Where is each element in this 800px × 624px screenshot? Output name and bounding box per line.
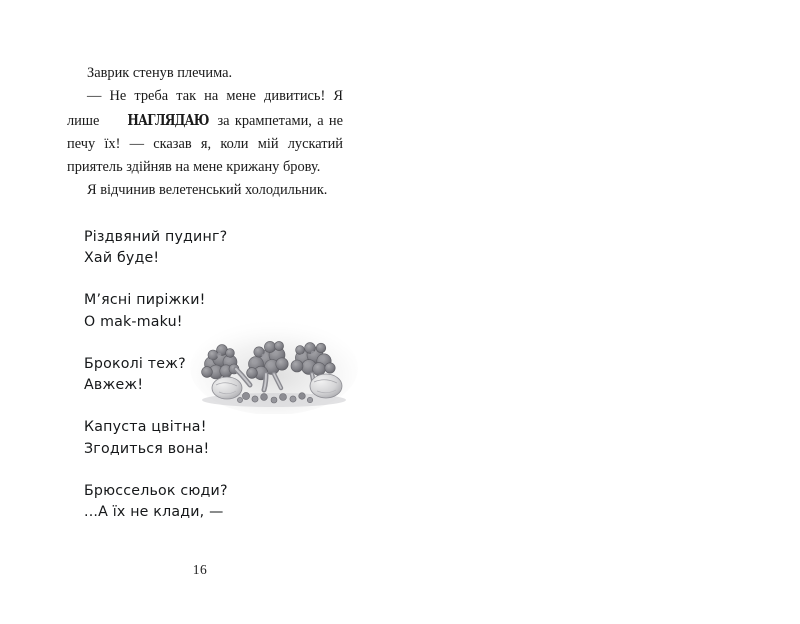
verse-block bbox=[84, 227, 343, 524]
verse-stanza bbox=[84, 481, 343, 524]
page-number-left: 16 bbox=[192, 562, 208, 577]
verse-line: Броколі теж? bbox=[84, 355, 186, 372]
verse-stanza bbox=[84, 354, 343, 397]
left-prose bbox=[67, 62, 343, 203]
right-page bbox=[400, 0, 800, 624]
paragraph: Заврик стенув плечима. bbox=[87, 65, 233, 81]
left-text-block bbox=[67, 62, 343, 524]
verse-line: Хай буде! bbox=[84, 250, 160, 267]
verse-line: Різдвяний пудинг? bbox=[84, 228, 228, 245]
verse-stanza bbox=[84, 227, 343, 270]
paragraph-part-after: за крампетами, а не печу їх! — сказав я, коли мій лускатий приятель здійняв на мене крижану брову. bbox=[67, 112, 344, 176]
verse-line: Брюссельок сюди? bbox=[84, 482, 228, 499]
verse-line: ...А їх не клади, — bbox=[84, 504, 224, 521]
verse-line: Капуста цвітна! bbox=[84, 419, 207, 436]
verse-line: Згодиться вона! bbox=[84, 440, 210, 457]
verse-line: Авжеж! bbox=[84, 377, 144, 394]
emphasised-word: НАГЛЯДАЮ bbox=[127, 111, 209, 129]
paragraph-part-before: — Не треба так на мене дивитись! Я лише bbox=[67, 88, 343, 129]
verse-stanza bbox=[84, 417, 343, 460]
verse-line: М’ясні пиріжки! bbox=[84, 292, 206, 309]
paragraph: Я відчинив велетенський холодильник. bbox=[87, 182, 328, 199]
verse-line: О mak-maku! bbox=[84, 313, 183, 330]
verse-stanza bbox=[84, 290, 343, 333]
paragraph-with-shout bbox=[67, 85, 343, 179]
